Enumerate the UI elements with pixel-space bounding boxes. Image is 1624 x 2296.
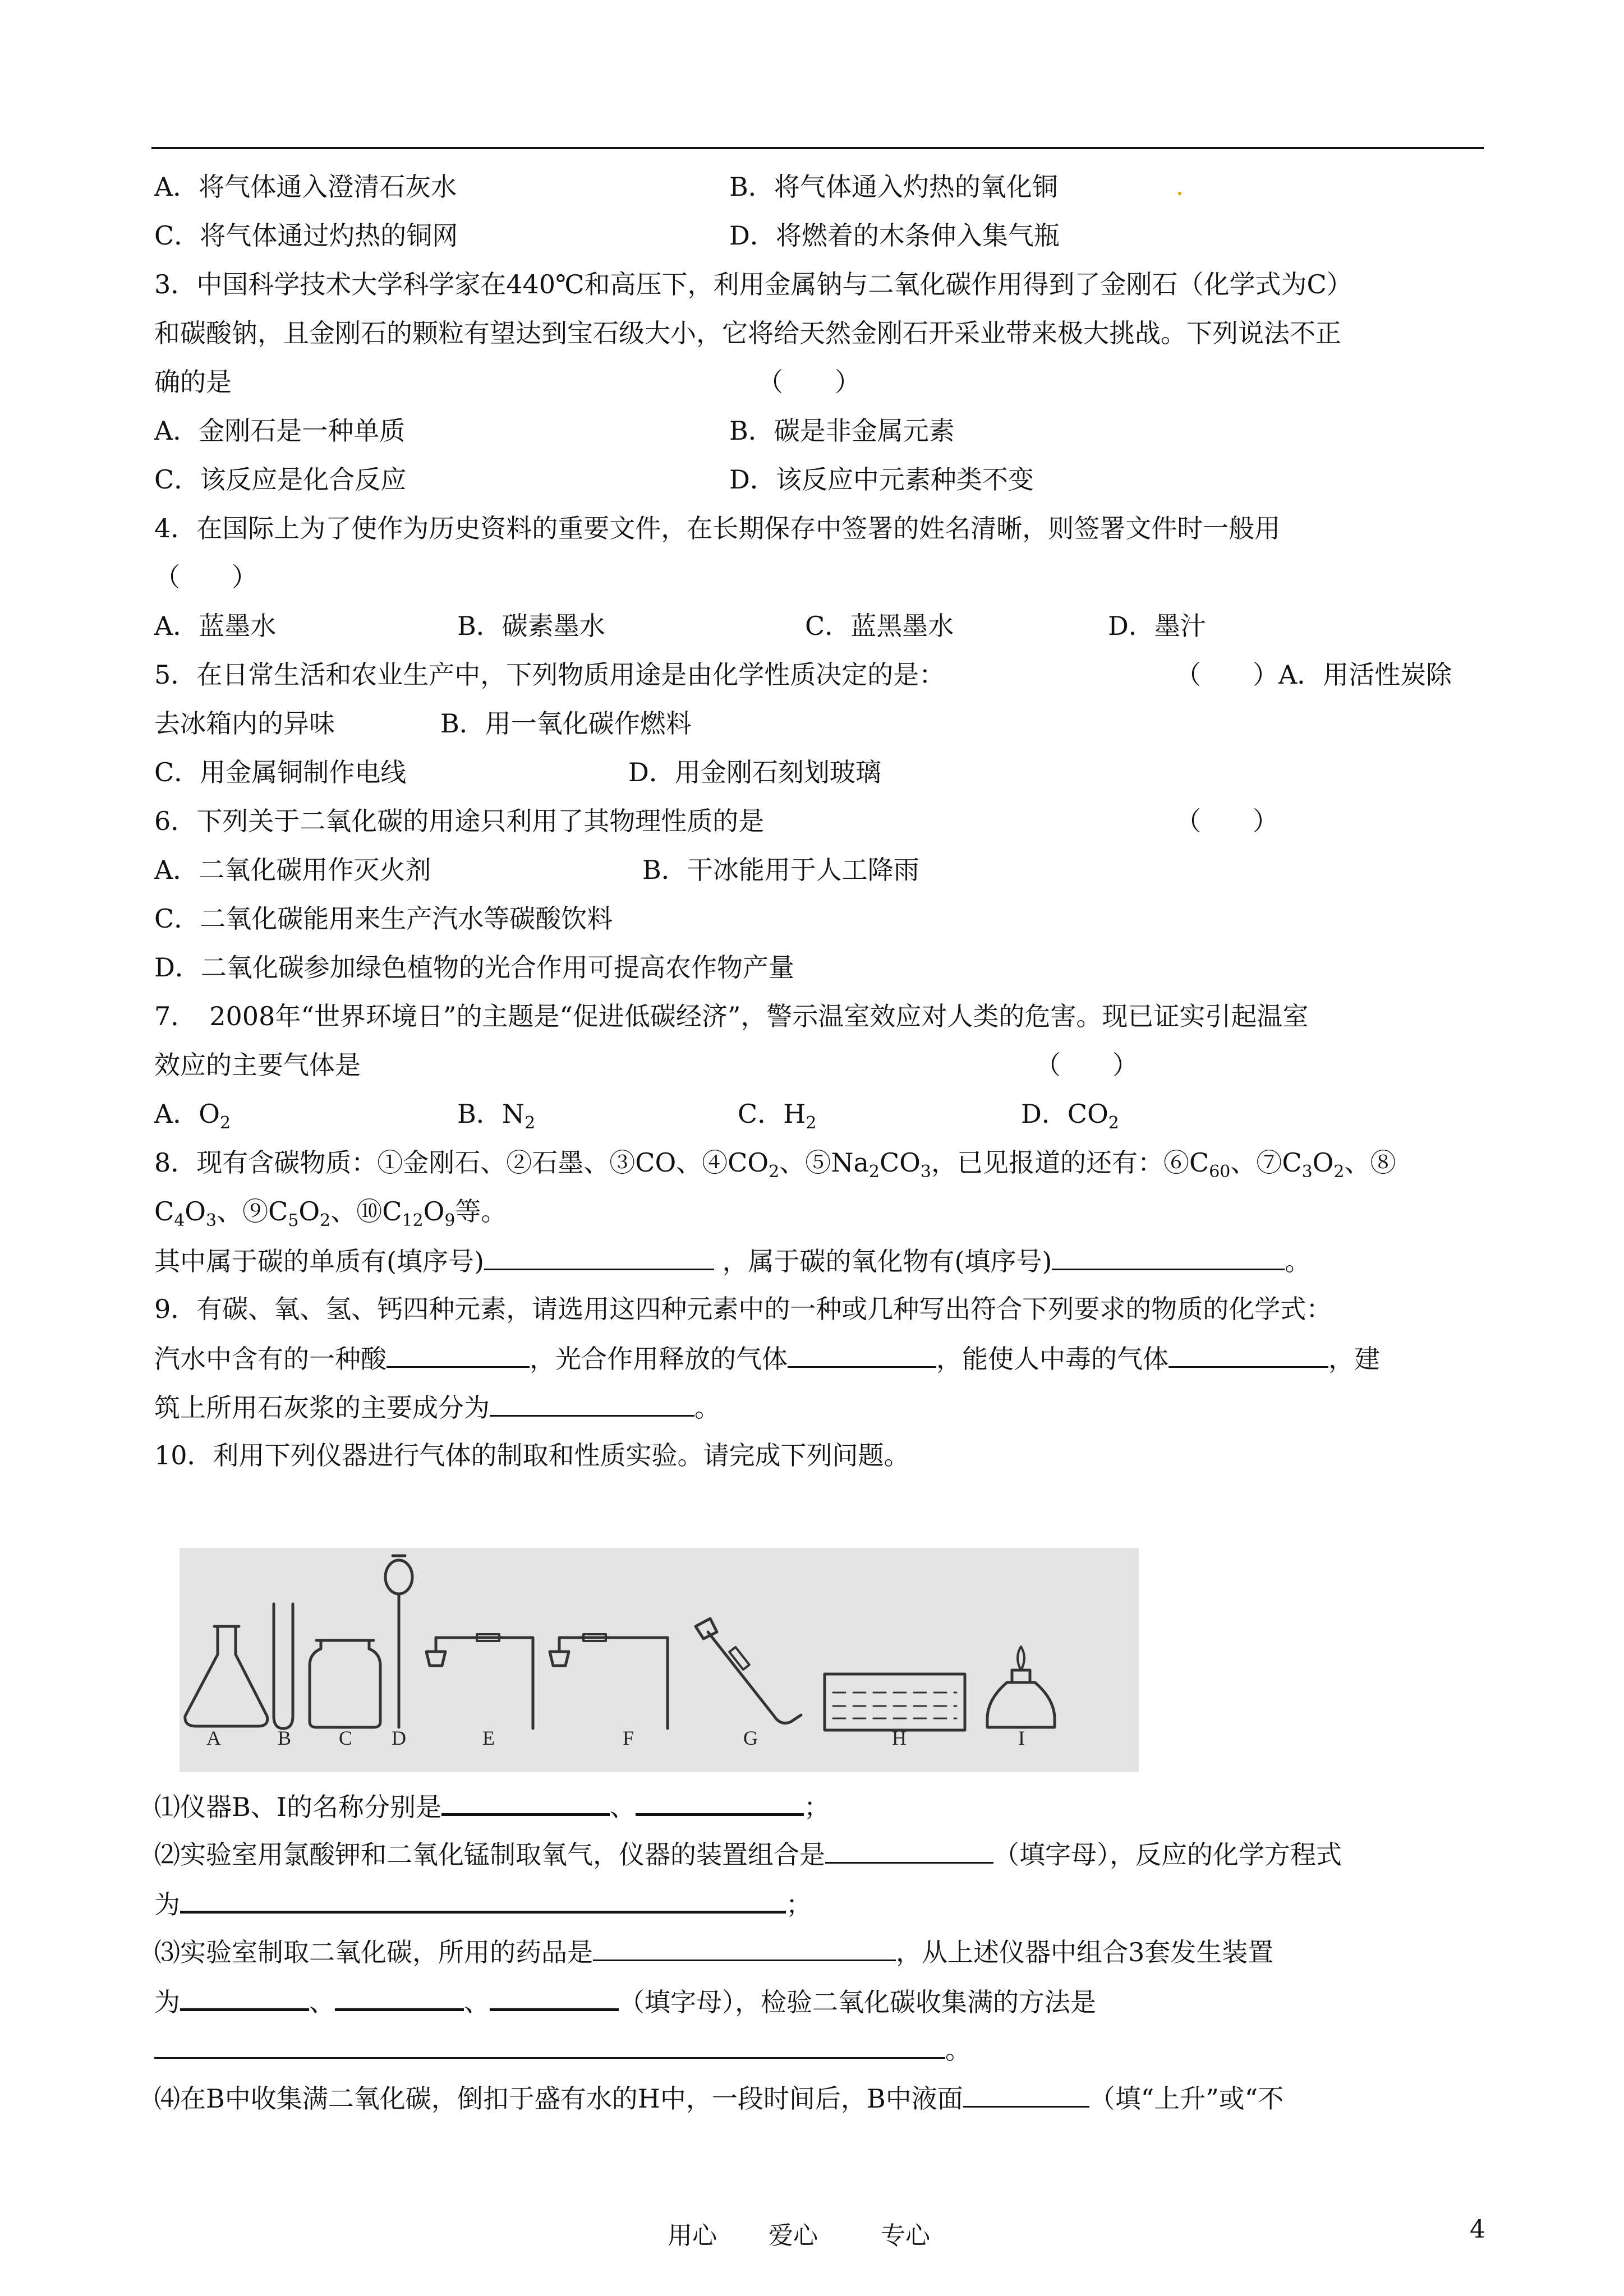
q3-line-3 bbox=[154, 358, 1489, 407]
stopper-tube-g-icon bbox=[696, 1619, 717, 1639]
q3-option-d: D．该反应中元素种类不变 bbox=[729, 464, 1034, 495]
q10-blank-co2-reagents[interactable] bbox=[593, 1927, 896, 1961]
q3-option-b: B．碳是非金属元素 bbox=[729, 416, 955, 446]
q3-options-row-1 bbox=[154, 407, 1489, 455]
q7-line-1: 7． 2008年“世界环境日”的主题是“促进低碳经济”，警示温室效应对人类的危害。现已证实引起温室 bbox=[154, 1001, 1309, 1031]
q5-stem: 5．在日常生活和农业生产中，下列物质用途是由化学性质决定的是： bbox=[154, 660, 945, 690]
q4-option-d: D．墨汁 bbox=[1108, 611, 1206, 641]
q4-line-1: 4．在国际上为了使作为历史资料的重要文件，在长期保存中签署的姓名清晰，则签署文件时一般用 bbox=[154, 513, 1281, 543]
q3-line-1: 3．中国科学技术大学科学家在440℃和高压下，利用金属钠与二氧化碳作用得到了金刚石（化学式为C） bbox=[154, 269, 1352, 299]
q7-answer-paren[interactable]: （ ） bbox=[1035, 1050, 1138, 1080]
option-d: D．将燃着的木条伸入集气瓶 bbox=[729, 220, 1060, 251]
q4-option-a: A．蓝墨水 bbox=[154, 611, 277, 641]
stopper-tube-f-icon bbox=[550, 1652, 569, 1666]
q9-line-3: 筑上所用石灰浆的主要成分为 。 bbox=[154, 1382, 1489, 1431]
q5-option-a-cont: 去冰箱内的异味 bbox=[154, 708, 335, 739]
q7-line-2 bbox=[154, 1041, 1489, 1090]
footer-motto-3: 专心 bbox=[881, 2221, 930, 2250]
figure-label-e: E bbox=[482, 1727, 495, 1749]
q9-blank-lime-slurry[interactable] bbox=[490, 1382, 694, 1417]
q3-answer-paren[interactable]: （ ） bbox=[757, 367, 861, 397]
q8-line-3: 其中属于碳的单质有(填序号) ，属于碳的氧化物有(填序号) 。 bbox=[154, 1236, 1489, 1285]
header-rule bbox=[151, 147, 1484, 149]
figure-label-a: A bbox=[206, 1727, 221, 1749]
q10-part-4: ⑷在B中收集满二氧化碳，倒扣于盛有水的H中，一段时间后，B中液面 （填“上升”或“不 bbox=[154, 2073, 1489, 2122]
q4-line-2 bbox=[154, 553, 1489, 602]
q9-line-2: 汽水中含有的一种酸 ，光合作用释放的气体 ，能使人中毒的气体 ，建 bbox=[154, 1334, 1489, 1382]
gas-jar-icon bbox=[310, 1640, 380, 1727]
q10-part-3-answer: 。 bbox=[154, 2025, 1489, 2073]
q6-answer-paren[interactable]: （ ） bbox=[1175, 806, 1278, 836]
q10-part-2: ⑵实验室用氯酸钾和二氧化锰制取氧气，仪器的装置组合是 （填字母），反应的化学方程式 bbox=[154, 1829, 1489, 1878]
test-tube-icon bbox=[274, 1604, 293, 1728]
page-number: 4 bbox=[1470, 2215, 1485, 2244]
option-b: B．将气体通入灼热的氧化铜 bbox=[729, 172, 1058, 202]
q7-option-b: B．$N_2$ bbox=[457, 1099, 536, 1133]
q9-blank-toxic-gas[interactable] bbox=[1168, 1334, 1328, 1368]
q10-blank-setup-3[interactable] bbox=[490, 1976, 619, 2011]
figure-label-b: B bbox=[278, 1727, 292, 1749]
apparatus-drawing bbox=[180, 1548, 1139, 1772]
figure-label-h: H bbox=[892, 1727, 907, 1749]
q10-part-3: ⑶实验室制取二氧化碳，所用的药品是 ，从上述仪器中组合3套发生装置 bbox=[154, 1927, 1489, 1976]
q8-blank-oxides[interactable] bbox=[1052, 1236, 1285, 1270]
q9-blank-acid[interactable] bbox=[387, 1334, 530, 1368]
q6-line-1 bbox=[154, 797, 1489, 846]
q10-blank-co2-full-test[interactable] bbox=[154, 2025, 945, 2059]
alcohol-lamp-icon bbox=[987, 1682, 1055, 1727]
q10-part-1: ⑴仪器B、I的名称分别是 、 ； bbox=[154, 1781, 1489, 1829]
q10-line-1: 10．利用下列仪器进行气体的制取和性质实验。请完成下列问题。 bbox=[154, 1440, 910, 1470]
q4-answer-paren[interactable]: （ ） bbox=[154, 562, 257, 592]
q7-option-d: D．$CO_2$ bbox=[1021, 1099, 1119, 1133]
figure-label-d: D bbox=[392, 1727, 406, 1749]
q3-line-2: 和碳酸钠，且金刚石的颗粒有望达到宝石级大小，它将给天然金刚石开采业带来极大挑战。下列说法不正 bbox=[154, 318, 1341, 348]
option-c: C．将气体通过灼热的铜网 bbox=[154, 220, 458, 251]
q6-option-d: D．二氧化碳参加绿色植物的光合作用可提高农作物产量 bbox=[154, 952, 794, 983]
q6-option-b: B．干冰能用于人工降雨 bbox=[642, 855, 919, 885]
q6-stem: 6．下列关于二氧化碳的用途只利用了其物理性质的是 bbox=[154, 806, 765, 836]
q8-blank-elements[interactable] bbox=[484, 1236, 714, 1270]
q5-option-c: C．用金属铜制作电线 bbox=[154, 757, 407, 787]
q6-options-row-1 bbox=[154, 846, 1489, 895]
q8-line-1: 8．现有含碳物质：①金刚石、②石墨、③CO、$④CO_2$、$⑤Na_2CO_3$，已见报道的还有：$⑥C_{60}$、$⑦C_3O_2$、⑧ bbox=[154, 1147, 1396, 1182]
q7-stem-end: 效应的主要气体是 bbox=[154, 1050, 361, 1080]
q4-option-b: B．碳素墨水 bbox=[457, 611, 605, 641]
q-prev-options-row-2 bbox=[154, 211, 1489, 260]
worksheet-body bbox=[154, 163, 1489, 1480]
option-a: A．将气体通入澄清石灰水 bbox=[154, 172, 457, 202]
q8-line-2: $C_4O_3$、$⑨C_5O_2$、$⑩C_{12}O_9$等。 bbox=[154, 1196, 507, 1231]
q10-blank-o2-apparatus[interactable] bbox=[825, 1829, 993, 1864]
q10-part-3-cont: 为 、 、 （填字母），检验二氧化碳收集满的方法是 bbox=[154, 1976, 1489, 2025]
q6-option-a: A．二氧化碳用作灭火剂 bbox=[154, 855, 431, 885]
q10-blank-b-name[interactable] bbox=[441, 1781, 610, 1816]
figure-label-c: C bbox=[339, 1727, 353, 1749]
footer-motto-2: 爱心 bbox=[769, 2221, 818, 2250]
separatory-funnel-icon bbox=[385, 1560, 412, 1594]
figure-label-i: I bbox=[1018, 1727, 1025, 1749]
q10-blank-setup-2[interactable] bbox=[335, 1976, 464, 2011]
q5-answer-paren-and-option-a[interactable]: （ ）A．用活性炭除 bbox=[1175, 660, 1452, 690]
q5-option-b: B．用一氧化碳作燃料 bbox=[440, 708, 692, 739]
q10-blank-liquid-level[interactable] bbox=[963, 2073, 1089, 2108]
q3-option-c: C．该反应是化合反应 bbox=[154, 464, 407, 495]
q7-option-a: A．$O_2$ bbox=[154, 1099, 231, 1133]
figure-label-g: G bbox=[743, 1727, 758, 1749]
figure-label-f: F bbox=[623, 1727, 634, 1749]
q10-blank-setup-1[interactable] bbox=[180, 1976, 309, 2011]
q7-option-c: C．$H_2$ bbox=[738, 1099, 817, 1133]
q7-options bbox=[154, 1090, 1489, 1138]
apparatus-figure bbox=[180, 1548, 1139, 1772]
footer-motto-1: 用心 bbox=[668, 2221, 717, 2250]
q5-line-2 bbox=[154, 699, 1489, 748]
q5-line-1 bbox=[154, 651, 1489, 699]
water-trough-icon bbox=[825, 1674, 965, 1730]
q10-blank-equation[interactable] bbox=[180, 1878, 786, 1914]
q3-stem-end: 确的是 bbox=[154, 367, 232, 397]
conical-flask-icon bbox=[185, 1626, 268, 1726]
q9-line-1: 9．有碳、氧、氢、钙四种元素，请选用这四种元素中的一种或几种写出符合下列要求的物质的化学式： bbox=[154, 1294, 1332, 1324]
q3-options-row-2 bbox=[154, 455, 1489, 504]
q5-option-d: D．用金刚石刻划玻璃 bbox=[628, 757, 881, 787]
q4-option-c: C．蓝黑墨水 bbox=[805, 611, 954, 641]
q4-options bbox=[154, 602, 1489, 651]
q10-subquestions bbox=[154, 1781, 1489, 2122]
q9-blank-photosynthesis-gas[interactable] bbox=[788, 1334, 936, 1368]
q10-part-2-cont: 为 ； bbox=[154, 1878, 1489, 1927]
q-prev-options-row-1 bbox=[154, 163, 1489, 211]
q3-option-a: A．金刚石是一种单质 bbox=[154, 416, 406, 446]
q5-options-row bbox=[154, 748, 1489, 797]
q10-blank-i-name[interactable] bbox=[636, 1781, 804, 1816]
stopper-tube-e-icon bbox=[426, 1652, 445, 1666]
q6-option-c: C．二氧化碳能用来生产汽水等碳酸饮料 bbox=[154, 903, 613, 934]
